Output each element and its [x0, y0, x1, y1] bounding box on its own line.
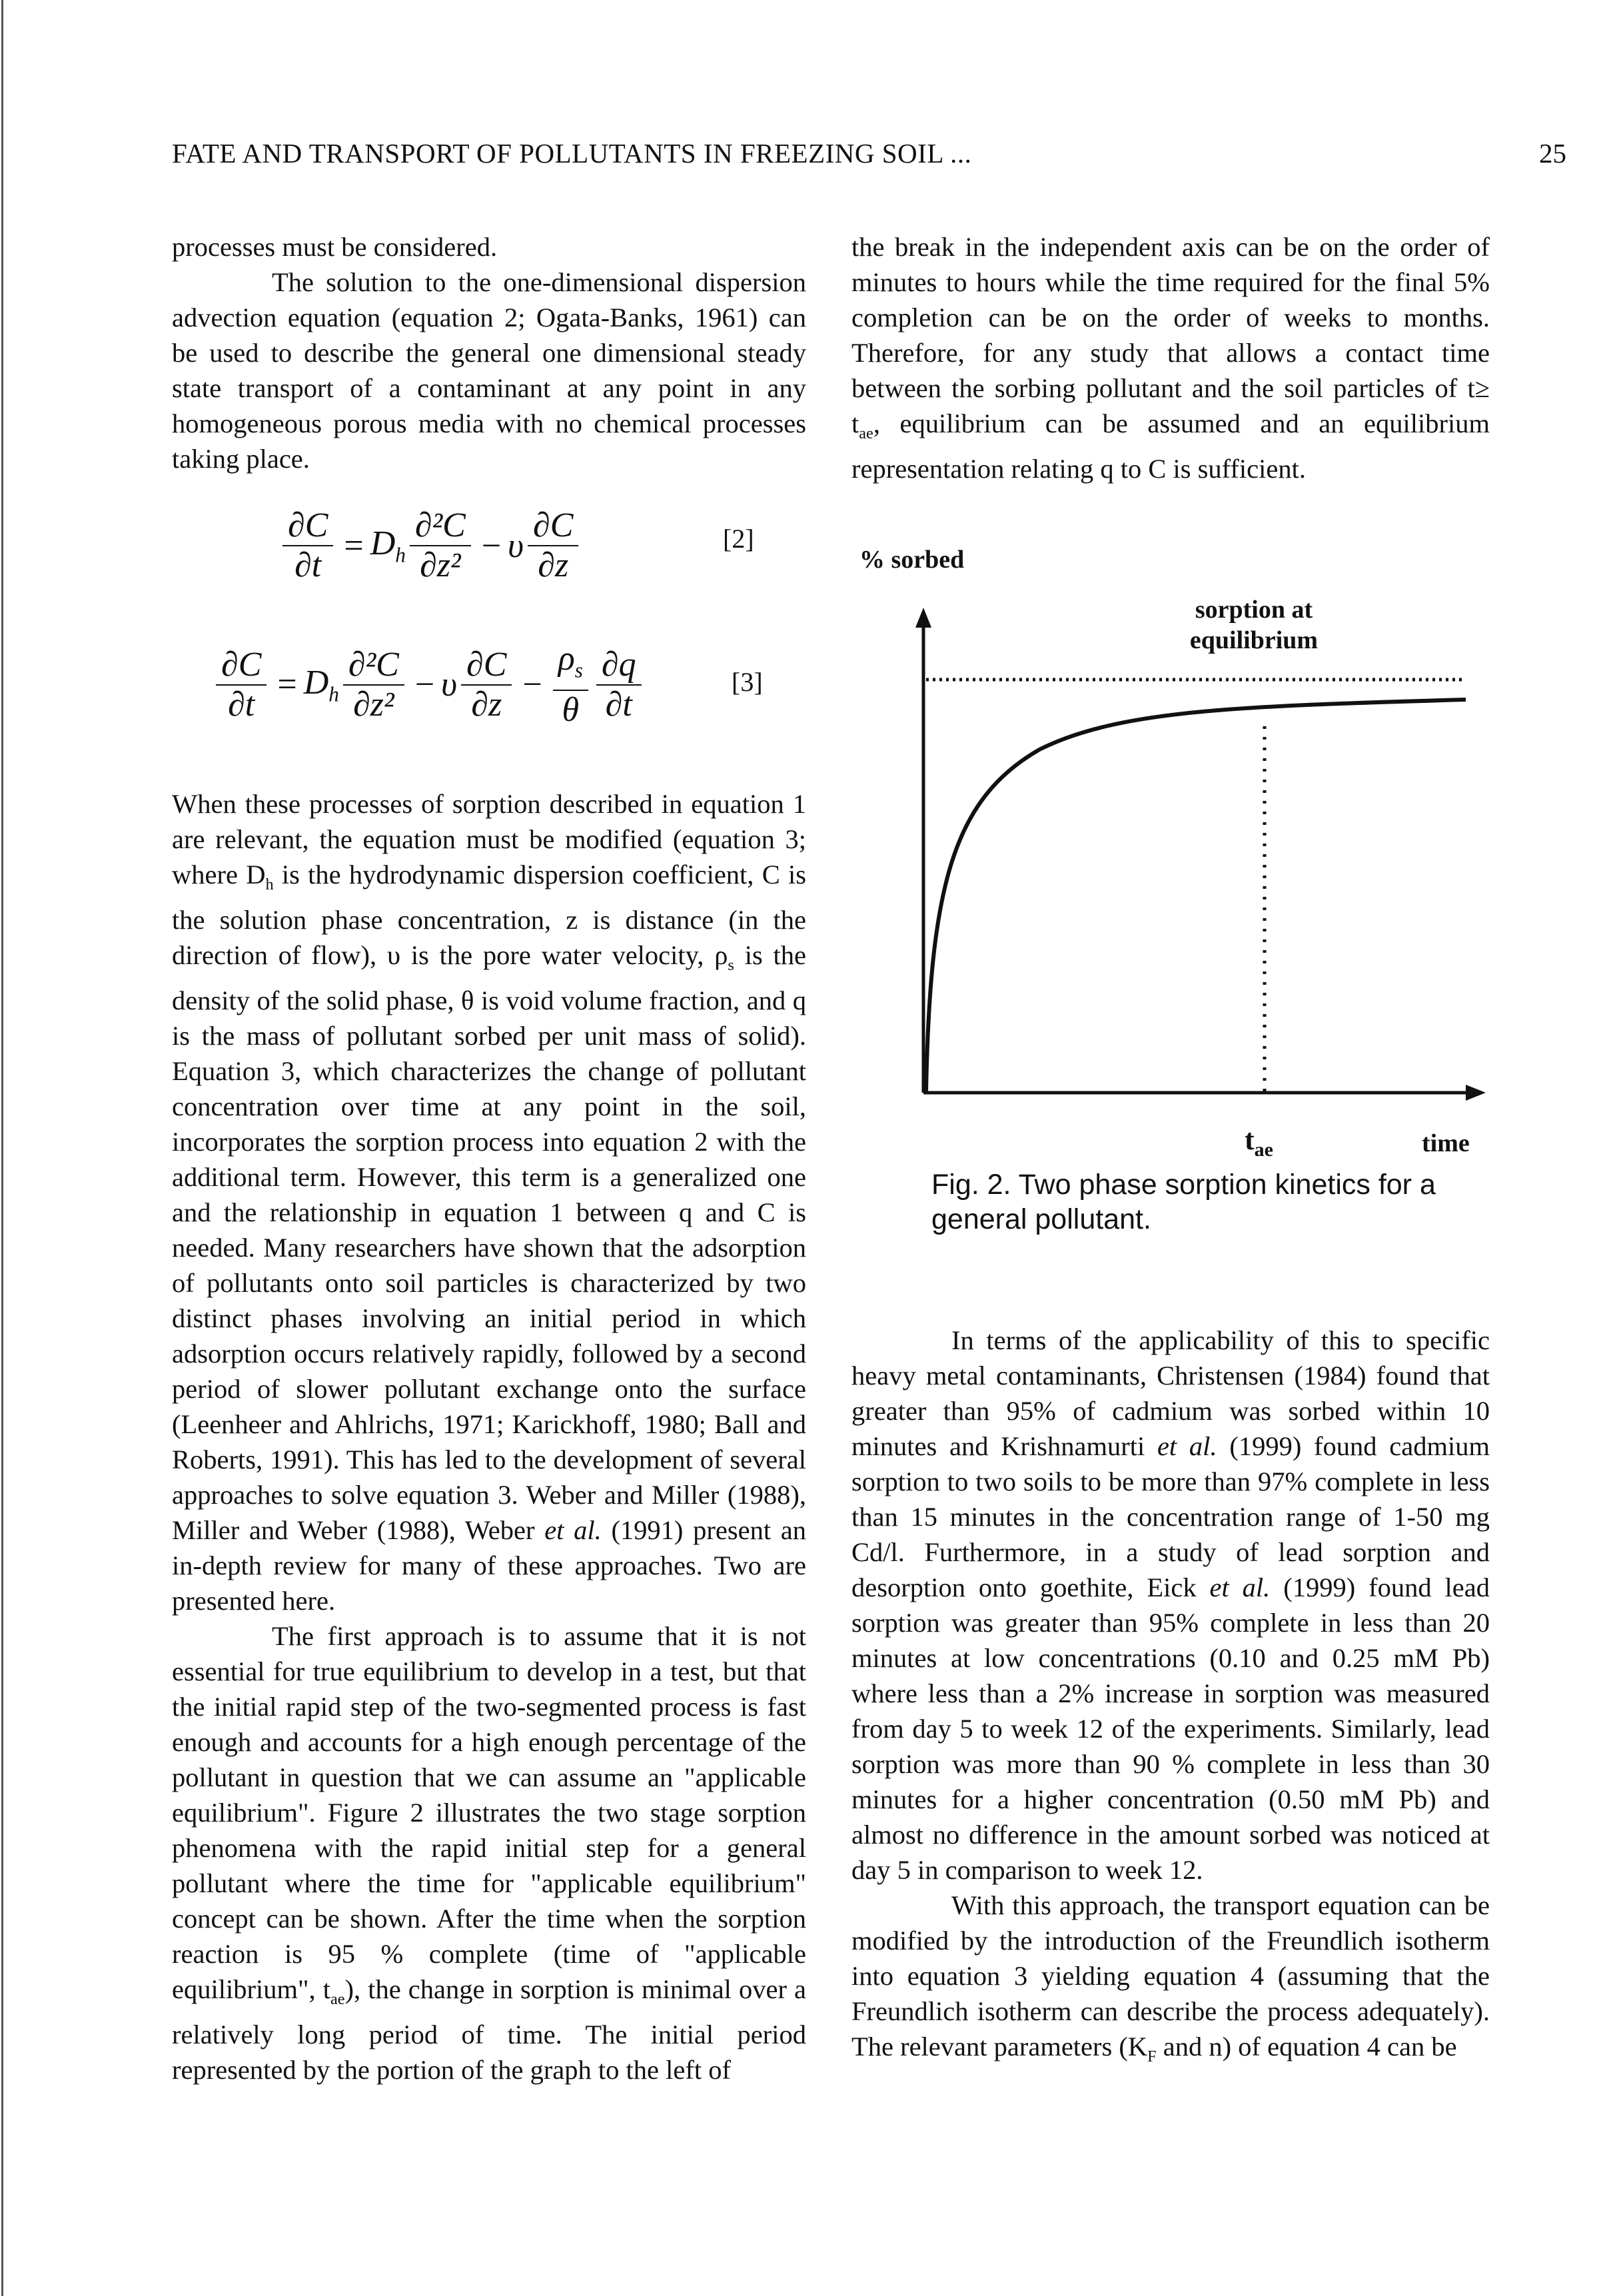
sorption-kinetics-figure	[906, 600, 1492, 1119]
x-axis-label: time	[1422, 1129, 1470, 1157]
paragraph-break-axis: the break in the independent axis can be on the order of minutes to hours while the time required for the final 5% completion can be on the order of weeks to months. Therefore, for any study that allows a contact time between the sorbing pollutant and the soil particles of $t\ge t_{ae}$, equilibrium can be assumed and an equilibrium representation relating q to C is sufficient.	[851, 232, 1490, 484]
paragraph-first-approach: The first approach is to assume that it is not essential for true equilibrium to develop in a test, but that the initial rapid step of the two-segmented process is fast enough and accounts for a high enough percentage of the pollutant in question that we can assume an "applicable equilibrium". Figure 2 illustrates the two stage sorption phenomena with the rapid initial step for a general pollutant where the time for "applicable equilibrium" concept can be shown. After the time when the sorption reaction is 95 % complete (time of "applicable equilibrium", $t_{ae}$), the change in sorption is minimal over a relatively long period of time. The initial period represented by the portion of the graph to the left of	[172, 1621, 806, 2085]
paragraph-freundlich: With this approach, the transport equation can be modified by the introduction of the Freundlich isotherm into equation 3 yielding equation 4 (assuming that the Freundlich isotherm can describe the process adequately). The relevant parameters ($K_F$ and n) of equation 4 can be	[851, 1890, 1490, 2066]
t-ae-label: $t_{ae}$	[1245, 1123, 1273, 1161]
eq2-first-derivative	[528, 506, 578, 585]
x-axis-arrowhead	[1466, 1085, 1486, 1101]
figure-y-axis-label: % sorbed	[859, 546, 965, 574]
eq3-equals: =	[277, 666, 297, 704]
eq2-lhs-den: ∂t	[294, 546, 322, 584]
y-axis-arrowhead	[915, 608, 931, 628]
eq3-first-derivative	[461, 646, 512, 724]
right-column-body	[851, 1323, 1490, 2074]
eq3-theta: θ	[562, 691, 580, 730]
running-title: FATE AND TRANSPORT OF POLLUTANTS IN FREEZING SOIL ...	[172, 138, 972, 169]
eq3-upsilon: υ	[441, 666, 458, 704]
eq3-sorption-rate	[596, 646, 642, 724]
eq3-d2c: ∂²C	[343, 646, 404, 686]
eq3-dz2: ∂z²	[353, 685, 394, 724]
left-column-top	[172, 229, 806, 476]
eq2-dh: $D_h$	[370, 524, 406, 567]
equilibrium-label-line-2: equilibrium	[1189, 626, 1319, 654]
scan-edge-line	[1, 0, 3, 2296]
eq3-dh: $D_h$	[303, 664, 339, 706]
eq3-lhs-den: ∂t	[228, 685, 255, 724]
right-column-top	[851, 229, 1490, 486]
sorption-curve	[926, 700, 1466, 1091]
eq3-second-derivative	[343, 646, 404, 724]
eq2-lhs-fraction	[282, 506, 333, 585]
eq2-d2c: ∂²C	[410, 506, 471, 546]
equilibrium-label-line-1: sorption at	[1195, 596, 1313, 624]
eq2-dz2: ∂z²	[420, 546, 461, 584]
eq3-dc: ∂C	[461, 646, 512, 686]
eq2-equals: =	[344, 526, 364, 565]
eq3-minus-1: −	[414, 666, 435, 704]
eq3-density-ratio	[553, 640, 588, 730]
eq3-dt: ∂t	[605, 685, 632, 724]
equation-3-tag: [3]	[732, 667, 763, 697]
left-column-body	[172, 786, 806, 2087]
eq3-rho: $\rho_s$	[553, 640, 588, 691]
figure-caption: Fig. 2. Two phase sorption kinetics for a general pollutant.	[931, 1169, 1436, 1235]
eq2-lhs-num: ∂C	[282, 506, 333, 546]
paragraph-continuation: processes must be considered.	[172, 232, 498, 262]
eq2-upsilon: υ	[508, 526, 524, 565]
eq2-minus: −	[481, 526, 502, 565]
eq3-dq: ∂q	[596, 646, 642, 686]
eq2-dc: ∂C	[528, 506, 578, 546]
eq2-second-derivative	[410, 506, 471, 585]
eq3-lhs-fraction	[216, 646, 267, 724]
equation-2-tag: [2]	[723, 524, 754, 554]
eq2-dz: ∂z	[538, 546, 569, 584]
eq3-minus-2: −	[522, 666, 542, 704]
page-number: 25	[1539, 138, 1566, 169]
eq3-lhs-num: ∂C	[216, 646, 267, 686]
equation-2	[278, 506, 582, 585]
paragraph-sorption-modification: When these processes of sorption described in equation 1 are relevant, the equation must be modified (equation 3; where $D_h$ is the hydrodynamic dispersion coefficient, C is the solution phase concentration, z is distance (in the direction of flow), υ is the pore water velocity, $\rho_s$ is the density of the solid phase, θ is void volume fraction, and q is the mass of pollutant sorbed per unit mass of solid). Equation 3, which characterizes the change of pollutant concentration over time at any point in the soil, incorporates the sorption process into equation 2 with the additional term. However, this term is a generalized one and the relationship in equation 1 between q and C is needed. Many researchers have shown that the adsorption of pollutants onto soil particles is characterized by two distinct phases involving an initial period in which adsorption occurs relatively rapidly, followed by a second period of slower pollutant exchange onto the surface (Leenheer and Ahlrichs, 1971; Karickhoff, 1980; Ball and Roberts, 1991). This has led to the development of several approaches to solve equation 3. Weber and Miller (1988), Miller and Weber (1988), Weber et al. (1991) present an in-depth review for many of these approaches. Two are presented here.	[172, 789, 807, 1616]
equation-3	[212, 640, 646, 730]
paragraph-dispersion-equation: The solution to the one-dimensional dispersion advection equation (equation 2; Ogata-Banks, 1961) can be used to describe the general one dimensional steady state transport of a contaminant at any point in any homogeneous porous media with no chemical processes taking place.	[172, 267, 806, 474]
paragraph-heavy-metals: In terms of the applicability of this to specific heavy metal contaminants, Christensen (1984) found that greater than 95% of cadmium was sorbed within 10 minutes and Krishnamurti et al. (1999) found cadmium sorption to two soils to be more than 97% complete in less than 15 minutes in the concentration range of 1-50 mg Cd/l. Furthermore, in a study of lead sorption and desorption onto goethite, Eick et al. (1999) found lead sorption was greater than 95% complete in less than 20 minutes at low concentrations (0.10 and 0.25 mM Pb) where less than a 2% increase in sorption was measured from day 5 to week 12 of the experiments. Similarly, lead sorption was more than 90 % complete in less than 30 minutes for a higher concentration (0.50 mM Pb) and almost no difference in the amount sorbed was noticed at day 5 in comparison to week 12.	[851, 1325, 1490, 1885]
eq3-dz: ∂z	[471, 685, 502, 724]
